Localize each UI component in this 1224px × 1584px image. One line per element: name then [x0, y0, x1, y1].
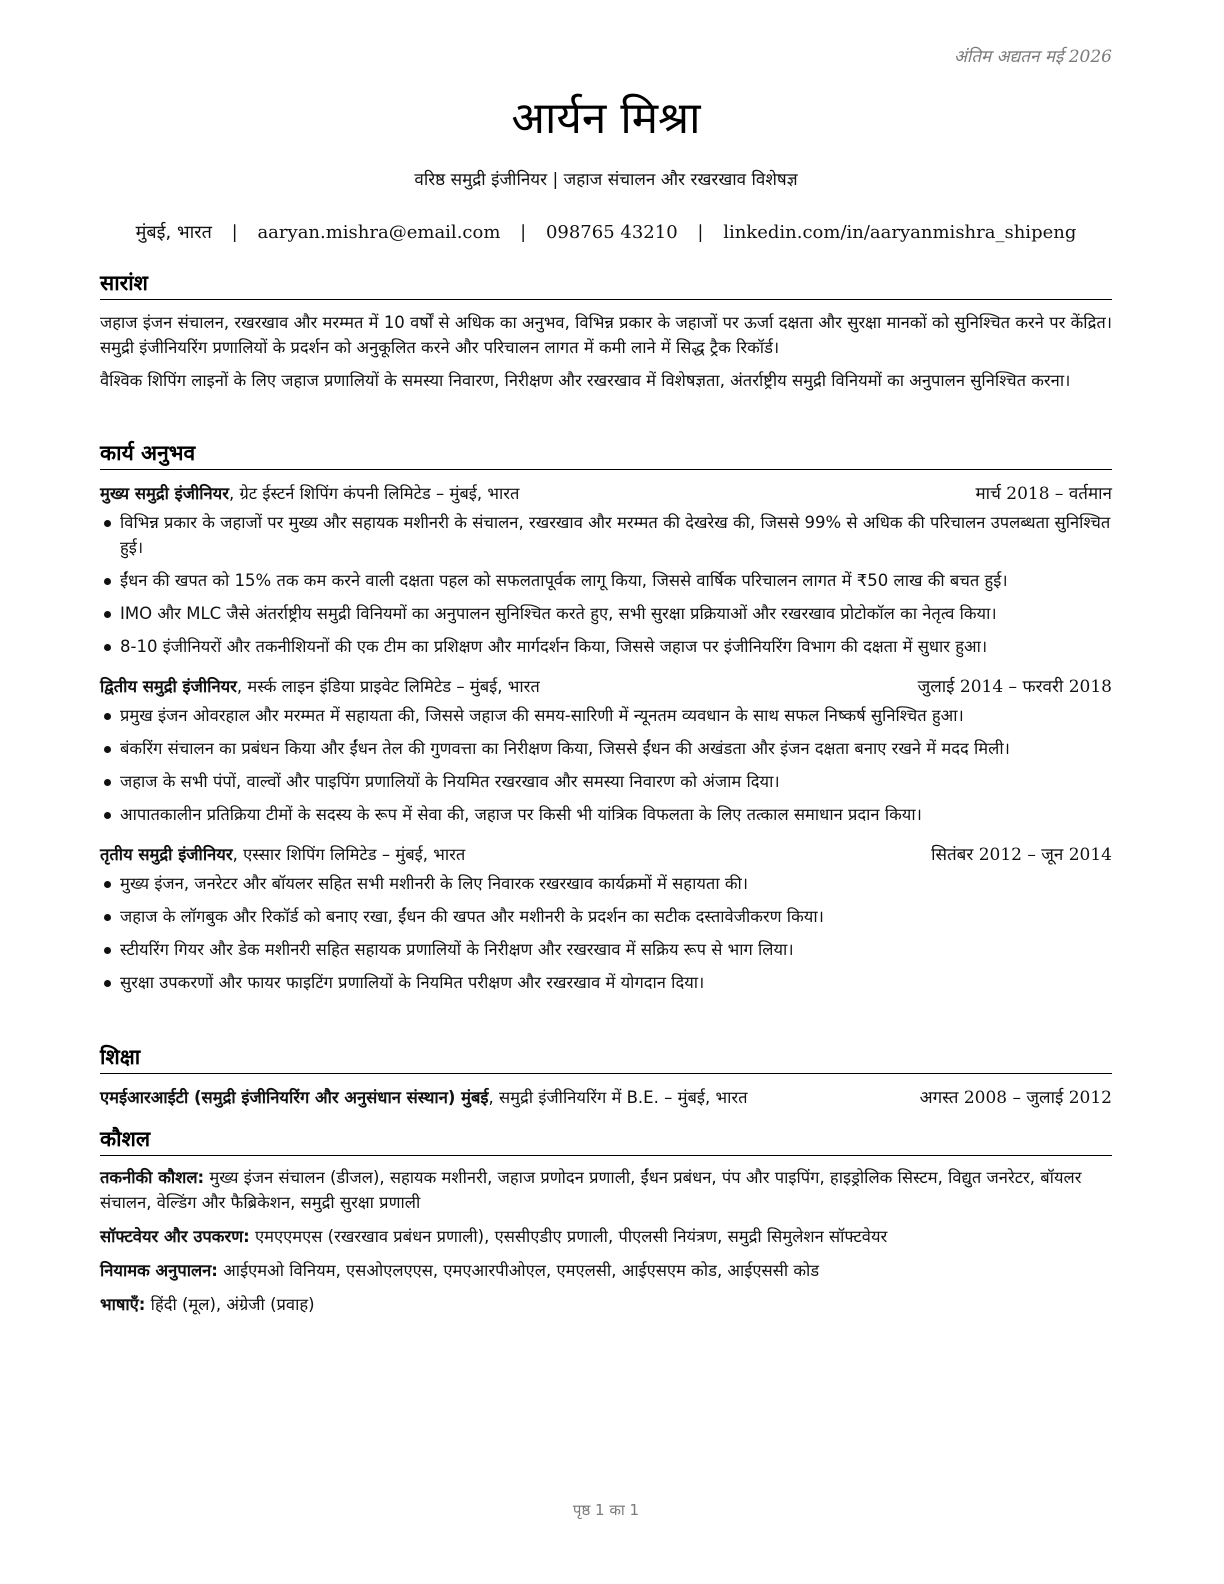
education-institution: एमईआरआईटी (समुद्री इंजीनियरिंग और अनुसंधान संस्थान) मुंबई — [100, 1088, 489, 1107]
job-header — [100, 482, 1112, 506]
experience-section — [100, 440, 1112, 1003]
job-entry — [100, 843, 1112, 995]
job-entry — [100, 482, 1112, 659]
job-bullets — [100, 703, 1112, 827]
education-dates: अगस्त 2008 – जुलाई 2012 — [919, 1088, 1112, 1108]
skill-row — [100, 1292, 1112, 1317]
education-title: शिक्षा — [100, 1044, 1112, 1074]
last-updated-year: 2026 — [1068, 47, 1112, 67]
job-bullet: जहाज के लॉगबुक और रिकॉर्ड को बनाए रखा, ईंधन की खपत और मशीनरी के प्रदर्शन का सटीक दस्तावेजीकरण किया। — [100, 904, 1112, 929]
job-bullet: विभिन्न प्रकार के जहाजों पर मुख्य और सहायक मशीनरी के संचालन, रखरखाव और मरम्मत की देखरेख की, जिससे 99% से अधिक की परिचालन उपलब्धता सुनिश्चित हुई। — [100, 510, 1112, 560]
job-bullet: स्टीयरिंग गियर और डेक मशीनरी सहित सहायक प्रणालियों के निरीक्षण और रखरखाव में सक्रिय रूप से भाग लिया। — [100, 937, 1112, 962]
skill-value: हिंदी (मूल), अंग्रेजी (प्रवाह) — [145, 1295, 315, 1314]
contact-separator: | — [520, 222, 527, 243]
education-section — [100, 1044, 1112, 1110]
candidate-name: आर्यन मिश्रा — [511, 93, 701, 144]
skills-section — [100, 1126, 1112, 1317]
contact-separator: | — [231, 222, 238, 243]
job-header — [100, 843, 1112, 867]
contact-line — [100, 220, 1112, 244]
skill-label: भाषाएँ: — [100, 1295, 146, 1314]
job-dates: सितंबर 2012 – जून 2014 — [931, 845, 1112, 865]
skill-label: तकनीकी कौशल: — [100, 1168, 205, 1187]
skill-row — [100, 1224, 1112, 1249]
job-entry — [100, 675, 1112, 827]
job-company: , मर्स्क लाइन इंडिया प्राइवेट लिमिटेड – मुंबई, भारत — [236, 677, 540, 696]
skill-row — [100, 1258, 1112, 1283]
job-role: तृतीय समुद्री इंजीनियर — [100, 845, 233, 864]
summary-title: सारांश — [100, 270, 1112, 300]
job-bullets — [100, 871, 1112, 995]
job-bullet: IMO और MLC जैसे अंतर्राष्ट्रीय समुद्री विनियमों का अनुपालन सुनिश्चित करते हुए, सभी सुरक्षा प्रक्रियाओं और रखरखाव प्रोटोकॉल का नेतृत्व किया। — [100, 601, 1112, 626]
job-header — [100, 675, 1112, 699]
job-bullet: सुरक्षा उपकरणों और फायर फाइटिंग प्रणालियों के नियमित परीक्षण और रखरखाव में योगदान दिया। — [100, 970, 1112, 995]
summary-section — [100, 270, 1112, 393]
page-number: पृष्ठ 1 का 1 — [572, 1501, 640, 1519]
job-role: द्वितीय समुद्री इंजीनियर — [100, 677, 237, 696]
job-bullet: प्रमुख इंजन ओवरहाल और मरम्मत में सहायता की, जिससे जहाज की समय-सारिणी में न्यूनतम व्यवधान के साथ सफल निष्कर्ष सुनिश्चित हुआ। — [100, 703, 1112, 728]
job-company: , एस्सार शिपिंग लिमिटेड – मुंबई, भारत — [232, 845, 466, 864]
last-updated-prefix: अंतिम अद्यतन मई — [953, 47, 1064, 67]
contact-location: मुंबई, भारत — [135, 222, 212, 243]
job-bullet: जहाज के सभी पंपों, वाल्वों और पाइपिंग प्रणालियों के नियमित रखरखाव और समस्या निवारण को अंजाम दिया। — [100, 769, 1112, 794]
summary-paragraph: वैश्विक शिपिंग लाइनों के लिए जहाज प्रणालियों के समस्या निवारण, निरीक्षण और रखरखाव में विशेषज्ञता, अंतर्राष्ट्रीय समुद्री विनियमों का अनुपालन सुनिश्चित करना। — [100, 371, 1071, 390]
job-bullet: बंकरिंग संचालन का प्रबंधन किया और ईंधन तेल की गुणवत्ता का निरीक्षण किया, जिससे ईंधन की अखंडता और इंजन दक्षता बनाए रखने में मदद मिली। — [100, 736, 1112, 761]
skill-label: नियामक अनुपालन: — [100, 1261, 218, 1280]
contact-separator: | — [697, 222, 704, 243]
job-bullet: मुख्य इंजन, जनरेटर और बॉयलर सहित सभी मशीनरी के लिए निवारक रखरखाव कार्यक्रमों में सहायता की। — [100, 871, 1112, 896]
last-updated — [954, 44, 1112, 67]
skill-value: एमएएमएस (रखरखाव प्रबंधन प्रणाली), एससीएडीए प्रणाली, पीएलसी नियंत्रण, समुद्री सिमुलेशन सॉफ्टवेयर — [249, 1227, 888, 1246]
education-degree: , समुद्री इंजीनियरिंग में B.E. – मुंबई, भारत — [488, 1088, 748, 1107]
job-dates: जुलाई 2014 – फरवरी 2018 — [917, 677, 1112, 697]
job-bullet: आपातकालीन प्रतिक्रिया टीमों के सदस्य के रूप में सेवा की, जहाज पर किसी भी यांत्रिक विफलता के लिए तत्काल समाधान प्रदान किया। — [100, 802, 1112, 827]
job-bullets — [100, 510, 1112, 659]
experience-title: कार्य अनुभव — [100, 440, 1112, 470]
job-bullet: 8-10 इंजीनियरों और तकनीशियनों की एक टीम का प्रशिक्षण और मार्गदर्शन किया, जिससे जहाज पर इंजीनियरिंग विभाग की दक्षता में सुधार हुआ। — [100, 634, 1112, 659]
job-dates: मार्च 2018 – वर्तमान — [975, 484, 1112, 504]
job-company: , ग्रेट ईस्टर्न शिपिंग कंपनी लिमिटेड – मुंबई, भारत — [229, 484, 520, 503]
job-bullet: ईंधन की खपत को 15% तक कम करने वाली दक्षता पहल को सफलतापूर्वक लागू किया, जिससे वार्षिक परिचालन लागत में ₹50 लाख की बचत हुई। — [100, 568, 1112, 593]
contact-phone[interactable]: 098765 43210 — [545, 222, 678, 243]
skill-label: सॉफ्टवेयर और उपकरण: — [100, 1227, 250, 1246]
skill-value: आईएमओ विनियम, एसओएलएएस, एमएआरपीओएल, एमएलसी, आईएसएम कोड, आईएससी कोड — [217, 1261, 820, 1280]
tagline: वरिष्ठ समुद्री इंजीनियर | जहाज संचालन और रखरखाव विशेषज्ञ — [414, 170, 798, 190]
summary-paragraph: जहाज इंजन संचालन, रखरखाव और मरम्मत में 10 वर्षों से अधिक का अनुभव, विभिन्न प्रकार के जहाजों पर ऊर्जा दक्षता और सुरक्षा मानकों को सुनिश्चित करने पर केंद्रित। समुद्री इंजीनियरिंग प्रणालियों के प्रदर्शन को अनुकूलित करने और परिचालन लागत में कमी लाने में सिद्ध ट्रैक रिकॉर्ड। — [100, 313, 1112, 357]
skills-title: कौशल — [100, 1126, 1112, 1156]
skill-value: मुख्य इंजन संचालन (डीजल), सहायक मशीनरी, जहाज प्रणोदन प्रणाली, ईंधन प्रबंधन, पंप और पाइपिंग, हाइड्रोलिक सिस्टम, विद्युत जनरेटर, बॉयलर संचालन, वेल्डिंग और फैब्रिकेशन, समुद्री सुरक्षा प्रणाली — [100, 1168, 1082, 1212]
skill-row — [100, 1165, 1112, 1215]
job-role: मुख्य समुद्री इंजीनियर — [100, 484, 230, 503]
contact-email[interactable]: aaryan.mishra@email.com — [257, 222, 501, 243]
education-entry — [100, 1086, 1112, 1110]
contact-linkedin[interactable]: linkedin.com/in/aaryanmishra_shipeng — [723, 222, 1077, 243]
resume-page — [100, 0, 1112, 1584]
